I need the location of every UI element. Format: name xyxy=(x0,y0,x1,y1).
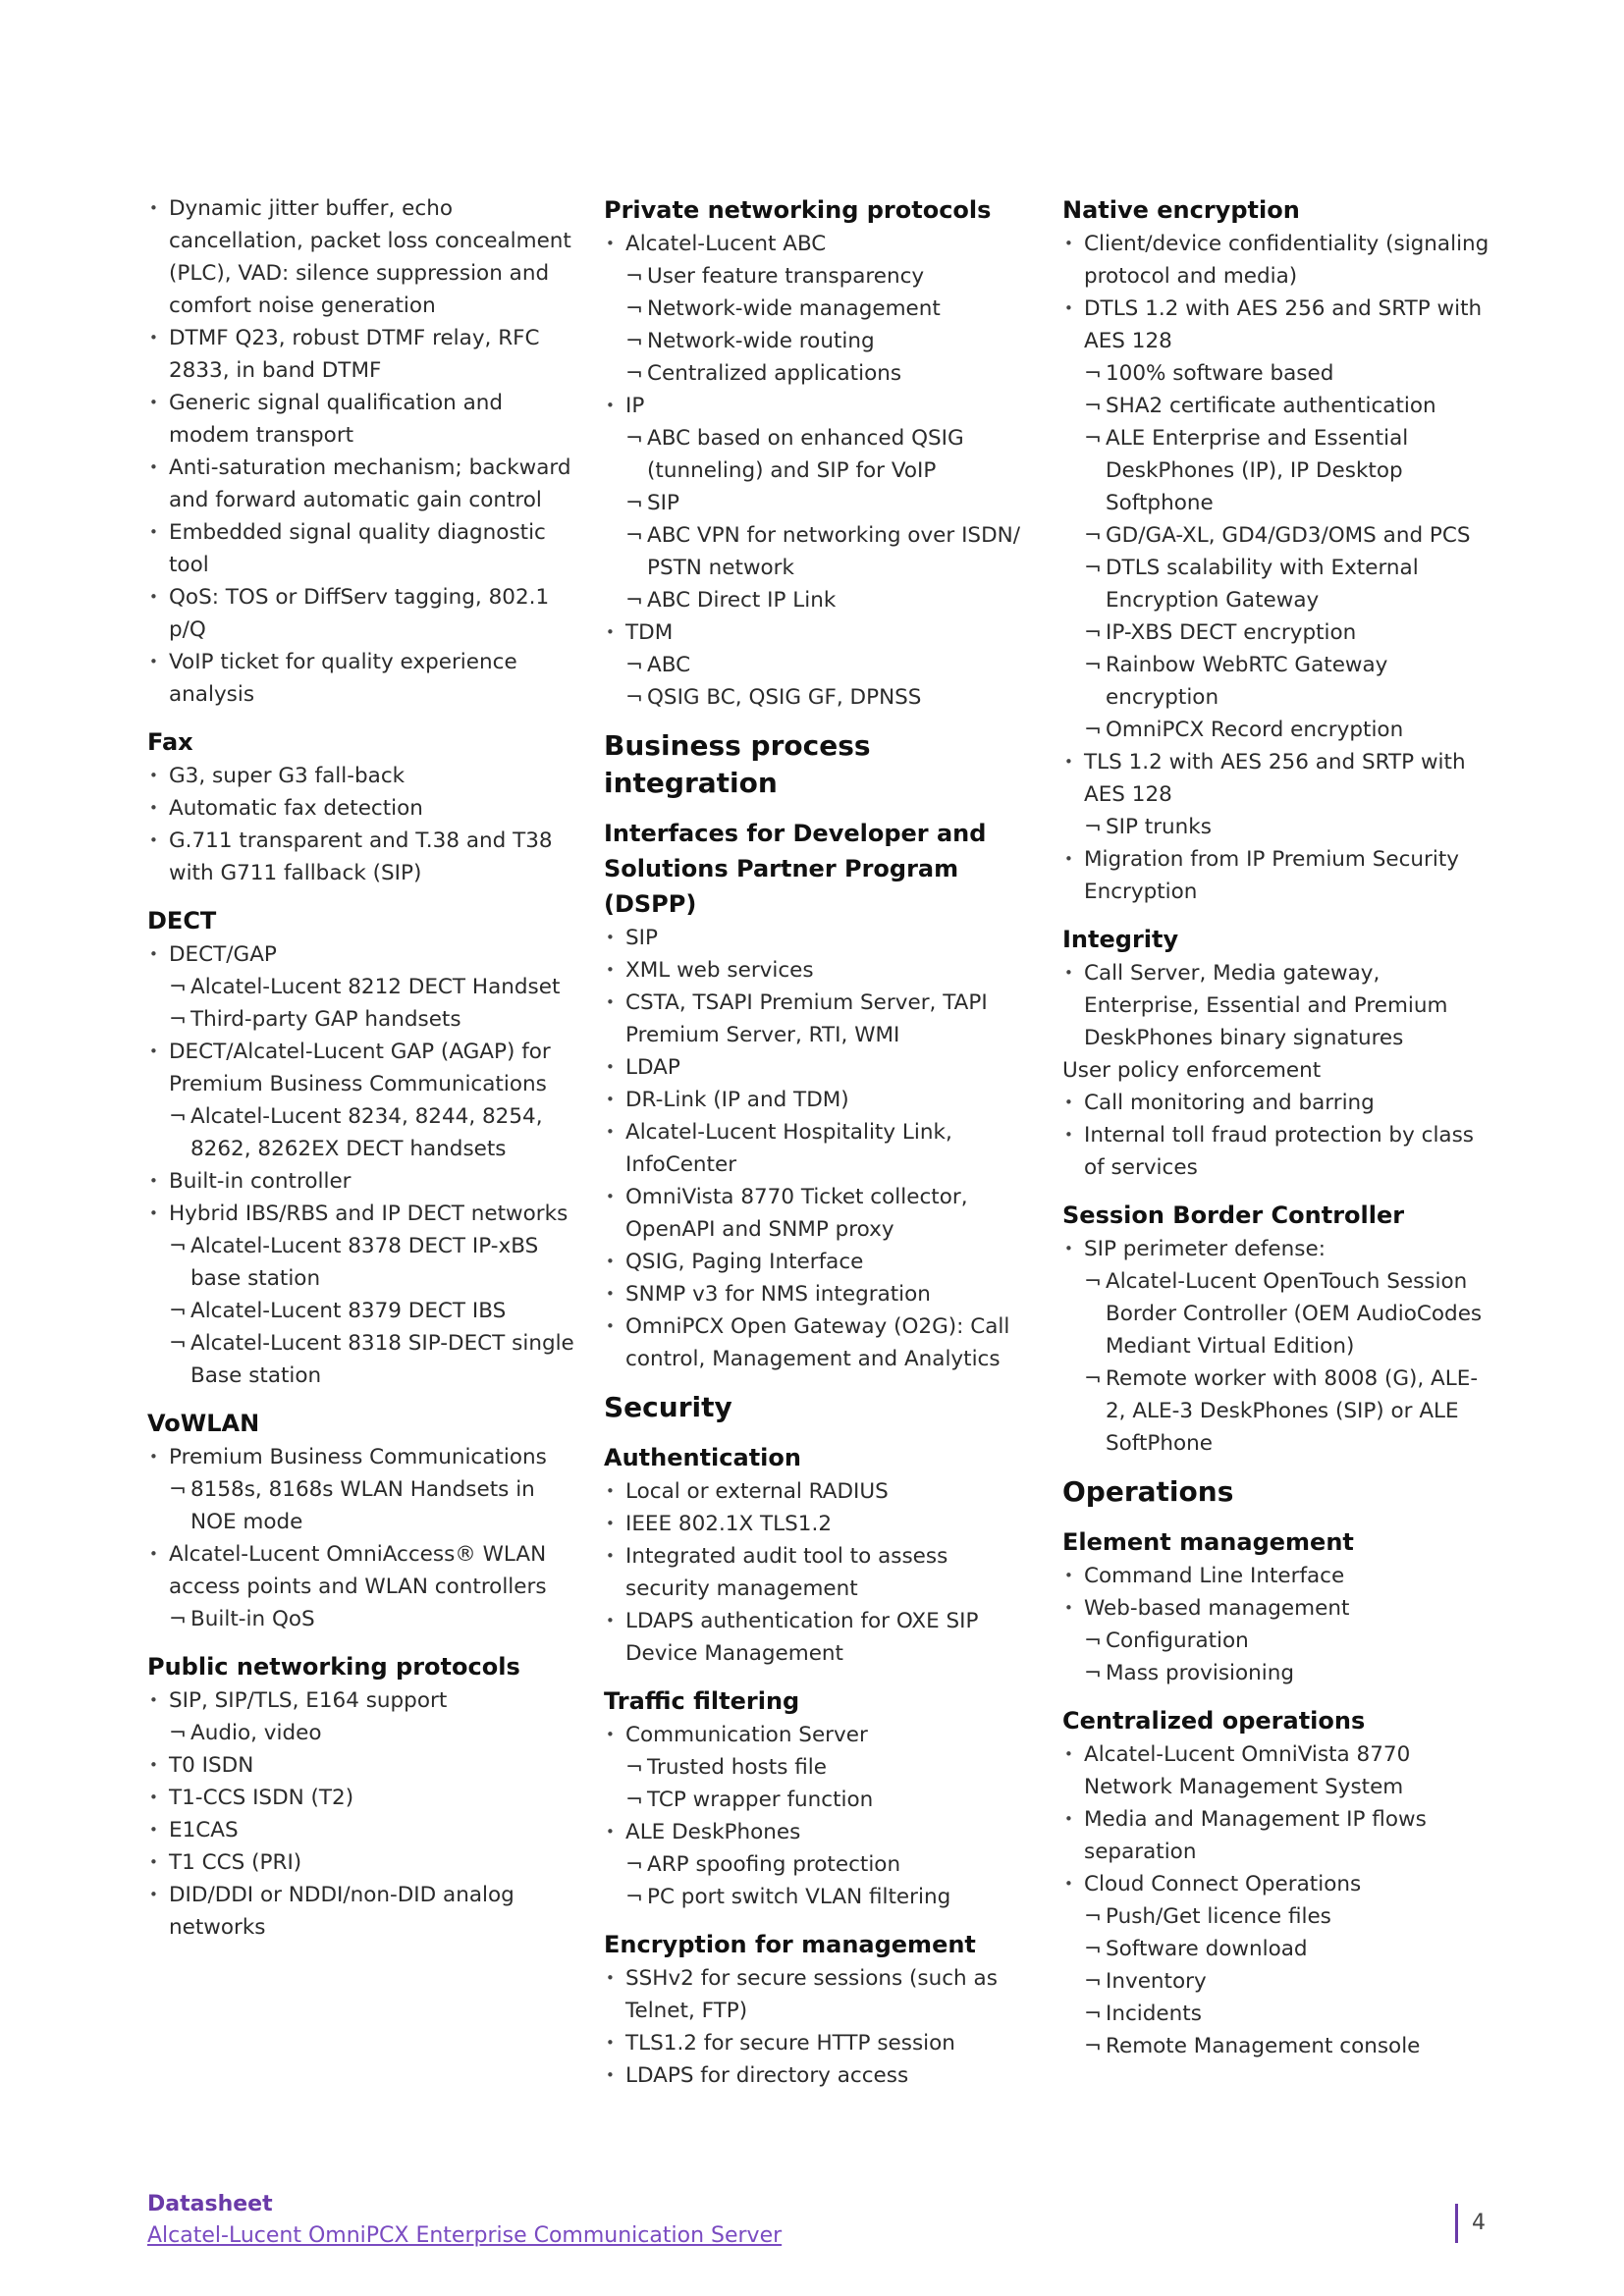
list-item xyxy=(147,1879,579,1944)
heading-public-networking-protocols: Public networking protocols xyxy=(147,1653,520,1681)
sub-list-item: ¬ TCP wrapper function xyxy=(625,1784,1036,1816)
list-item xyxy=(604,954,1036,987)
list-item xyxy=(147,1782,579,1814)
list-item-text: G.711 transparent and T.38 and T38 with G711 fallback (SIP) xyxy=(169,828,553,885)
list-item-text: G3, super G3 fall-back xyxy=(169,764,406,788)
list-item xyxy=(604,1246,1036,1278)
sub-list-item: ¬ Inventory xyxy=(1062,1965,1494,1998)
list-item-text: Migration from IP Premium Security Encryption xyxy=(1084,847,1460,904)
list-item xyxy=(1062,228,1494,293)
list-item xyxy=(1062,1803,1494,1868)
list-item xyxy=(147,387,579,452)
list-item-text: CSTA, TSAPI Premium Server, TAPI Premium Server, RTI, WMI xyxy=(625,990,988,1047)
heading-encryption-for-management: Encryption for management xyxy=(604,1931,976,1958)
list-item-text: Cloud Connect Operations xyxy=(1084,1872,1362,1896)
bullet-list xyxy=(147,1684,579,1944)
sub-list xyxy=(1084,1625,1494,1689)
sub-list-item: ¬ 100% software based xyxy=(1084,357,1494,390)
sub-list-item: ¬ Alcatel-Lucent 8378 DECT IP-xBS base station xyxy=(169,1230,579,1295)
heading-authentication: Authentication xyxy=(604,1444,801,1471)
list-item xyxy=(147,938,579,1036)
list-item-text: DR-Link (IP and TDM) xyxy=(625,1088,849,1112)
list-item xyxy=(604,228,1036,390)
bullet-list xyxy=(604,1719,1036,1913)
sub-list xyxy=(169,1473,579,1538)
list-item xyxy=(147,192,579,322)
sub-list-item: ¬ PC port switch VLAN filtering xyxy=(625,1881,1036,1913)
list-item xyxy=(147,1441,579,1538)
sub-list-item: ¬ ABC xyxy=(625,649,1036,681)
list-item-text: LDAPS authentication for OXE SIP Device Management xyxy=(625,1609,979,1666)
list-item-text: Command Line Interface xyxy=(1084,1564,1345,1588)
list-item-text: DTMF Q23, robust DTMF relay, RFC 2833, in band DTMF xyxy=(169,326,540,383)
heading-security: Security xyxy=(604,1391,732,1423)
sub-list xyxy=(1084,357,1494,746)
sub-list-item: ¬ Alcatel-Lucent OpenTouch Session Border Controller (OEM AudioCodes Mediant Virtual Edition) xyxy=(1084,1265,1494,1362)
sub-list-item: ¬ Third-party GAP handsets xyxy=(169,1003,579,1036)
heading-vowlan: VoWLAN xyxy=(147,1410,260,1437)
sub-list-item: ¬ Alcatel-Lucent 8212 DECT Handset xyxy=(169,971,579,1003)
list-item-text: IP xyxy=(625,394,645,418)
sub-list-item: ¬ OmniPCX Record encryption xyxy=(1084,714,1494,746)
list-item xyxy=(147,516,579,581)
list-item xyxy=(604,1816,1036,1913)
list-item-text: XML web services xyxy=(625,958,814,983)
bullet-list xyxy=(147,938,579,1392)
list-item xyxy=(147,792,579,825)
list-item xyxy=(604,1508,1036,1540)
sub-list xyxy=(625,422,1036,584)
sub-list-item: ¬ ABC based on enhanced QSIG (tunneling) and SIP for VoIP xyxy=(625,422,1036,487)
list-item-text: Local or external RADIUS xyxy=(625,1479,889,1504)
list-item-text: T1-CCS ISDN (T2) xyxy=(169,1786,354,1810)
list-item-text: DID/DDI or NDDI/non-DID analog networks xyxy=(169,1883,514,1940)
footer xyxy=(147,2189,782,2252)
list-item-text: SNMP v3 for NMS integration xyxy=(625,1282,931,1307)
list-item-text: Media and Management IP flows separation xyxy=(1084,1807,1427,1864)
sub-list-item: ¬ Trusted hosts file xyxy=(625,1751,1036,1784)
bullet-list xyxy=(1062,1233,1494,1362)
list-item-text: VoIP ticket for quality experience analysis xyxy=(169,650,517,707)
list-item-text: ALE DeskPhones xyxy=(625,1820,801,1844)
list-item xyxy=(1062,1592,1494,1689)
sub-list-item: ¬ 8158s, 8168s WLAN Handsets in NOE mode xyxy=(169,1473,579,1538)
list-item xyxy=(1062,293,1494,746)
list-item-text: Built-in controller xyxy=(169,1169,352,1194)
sub-list xyxy=(604,584,1036,616)
list-item xyxy=(1062,1560,1494,1592)
list-item xyxy=(1062,1868,1494,1900)
sub-list-item: ¬ SIP trunks xyxy=(1084,811,1494,843)
column-3 xyxy=(1062,192,1494,2062)
list-item-text: DTLS 1.2 with AES 256 and SRTP with AES 128 xyxy=(1084,296,1483,353)
list-item xyxy=(604,1278,1036,1310)
list-item-text: Communication Server xyxy=(625,1723,868,1747)
sub-list-item: ¬ User feature transparency xyxy=(625,260,1036,293)
list-item-text: Generic signal qualification and modem transport xyxy=(169,391,504,448)
sub-list-item: ¬ Remote worker with 8008 (G), ALE-2, ALE-3 DeskPhones (SIP) or ALE SoftPhone xyxy=(1062,1362,1494,1460)
list-item-text: Integrated audit tool to assess security management xyxy=(625,1544,948,1601)
sub-list xyxy=(169,1100,579,1165)
list-item-text: QSIG, Paging Interface xyxy=(625,1250,864,1274)
list-item-text: Alcatel-Lucent OmniVista 8770 Network Management System xyxy=(1084,1742,1411,1799)
list-item-text: TDM xyxy=(625,620,674,645)
list-item xyxy=(604,1310,1036,1375)
list-item xyxy=(1062,1119,1494,1184)
heading-operations: Operations xyxy=(1062,1475,1234,1508)
list-item-text: SIP perimeter defense: xyxy=(1084,1237,1326,1261)
sub-list-item: ¬ Network-wide routing xyxy=(625,325,1036,357)
sub-list-item: ¬ Remote Management console xyxy=(1062,2030,1494,2062)
sub-list-item: ¬ Centralized applications xyxy=(625,357,1036,390)
heading-interfaces-for-developer-and-solutions-p: Interfaces for Developer and Solutions Partner Program (DSPP) xyxy=(604,820,987,918)
list-item xyxy=(604,616,1036,714)
list-item-text: T0 ISDN xyxy=(169,1753,254,1778)
heading-traffic-filtering: Traffic filtering xyxy=(604,1687,800,1715)
list-item xyxy=(604,922,1036,954)
list-item-text: Embedded signal quality diagnostic tool xyxy=(169,520,546,577)
list-item xyxy=(1062,1233,1494,1362)
sub-list-item: ¬ ABC VPN for networking over ISDN/ PSTN network xyxy=(625,519,1036,584)
list-item-text: Client/device confidentiality (signaling protocol and media) xyxy=(1084,232,1489,289)
heading-centralized-operations: Centralized operations xyxy=(1062,1707,1366,1735)
heading-element-management: Element management xyxy=(1062,1528,1354,1556)
sub-list xyxy=(1084,811,1494,843)
bullet-list xyxy=(604,616,1036,714)
list-item xyxy=(1062,957,1494,1054)
list-item xyxy=(147,646,579,711)
bullet-list xyxy=(604,922,1036,1375)
list-item xyxy=(604,1475,1036,1508)
heading-dect: DECT xyxy=(147,907,217,934)
list-item-text: TLS 1.2 with AES 256 and SRTP with AES 128 xyxy=(1084,750,1466,807)
heading-business-process-integration: Business process integration xyxy=(604,729,871,799)
list-item xyxy=(1062,1738,1494,1803)
sub-list xyxy=(169,1603,579,1635)
list-item xyxy=(604,390,1036,584)
sub-list-item: ¬ Rainbow WebRTC Gateway encryption xyxy=(1084,649,1494,714)
list-item-text: Call monitoring and barring xyxy=(1084,1091,1375,1115)
sub-list-item: ¬ GD/GA-XL, GD4/GD3/OMS and PCS xyxy=(1084,519,1494,552)
sub-list-item: ¬ QSIG BC, QSIG GF, DPNSS xyxy=(625,681,1036,714)
sub-list xyxy=(625,649,1036,714)
list-item-text: SSHv2 for secure sessions (such as Telnet, FTP) xyxy=(625,1966,998,2023)
sub-list xyxy=(625,1848,1036,1913)
list-item-text: Hybrid IBS/RBS and IP DECT networks xyxy=(169,1201,568,1226)
bullet-list xyxy=(147,760,579,889)
footer-product-link[interactable]: Alcatel-Lucent OmniPCX Enterprise Communication Server xyxy=(147,2223,783,2248)
list-item-text: QoS: TOS or DiffServ tagging, 802.1 p/Q xyxy=(169,585,550,642)
bullet-list xyxy=(604,1475,1036,1670)
sub-list-item: ¬ Mass provisioning xyxy=(1084,1657,1494,1689)
sub-list-item: ¬ Configuration xyxy=(1084,1625,1494,1657)
list-item xyxy=(147,322,579,387)
list-item xyxy=(604,2059,1036,2092)
list-item xyxy=(1062,746,1494,843)
list-item xyxy=(604,1605,1036,1670)
list-item-text: DECT/GAP xyxy=(169,942,277,967)
footer-doc-type: Datasheet xyxy=(147,2192,273,2216)
list-item xyxy=(147,1036,579,1165)
sub-list-item: ¬ Software download xyxy=(1062,1933,1494,1965)
page-number: 4 xyxy=(1455,2204,1486,2243)
list-item-text: SIP, SIP/TLS, E164 support xyxy=(169,1688,448,1713)
list-item-text: OmniVista 8770 Ticket collector, OpenAPI and SNMP proxy xyxy=(625,1185,968,1242)
heading-private-networking-protocols: Private networking protocols xyxy=(604,196,992,224)
sub-list xyxy=(169,1230,579,1392)
list-item xyxy=(147,825,579,889)
bullet-list xyxy=(147,1441,579,1635)
sub-list xyxy=(1084,1265,1494,1362)
list-item xyxy=(147,452,579,516)
list-item-text: Alcatel-Lucent OmniAccess® WLAN access points and WLAN controllers xyxy=(169,1542,547,1599)
list-item xyxy=(1062,843,1494,908)
list-item xyxy=(604,1084,1036,1116)
list-item-text: Alcatel-Lucent ABC xyxy=(625,232,827,256)
column-2 xyxy=(604,192,1036,2092)
list-item-text: LDAPS for directory access xyxy=(625,2063,909,2088)
sub-list xyxy=(625,260,1036,390)
sub-list-item: ¬ SHA2 certificate authentication xyxy=(1084,390,1494,422)
list-item xyxy=(147,581,579,646)
sub-list xyxy=(625,1751,1036,1816)
list-item-text: E1CAS xyxy=(169,1818,239,1842)
list-item-text: Dynamic jitter buffer, echo cancellation, packet loss concealment (PLC), VAD: silence suppression and comfort noise generation xyxy=(169,196,571,318)
list-item xyxy=(604,1962,1036,2027)
list-item xyxy=(1062,1087,1494,1119)
bullet-list xyxy=(1062,1087,1494,1184)
list-item xyxy=(147,1198,579,1392)
list-item-text: Alcatel-Lucent Hospitality Link, InfoCenter xyxy=(625,1120,952,1177)
list-item-text: SIP xyxy=(625,926,658,950)
sub-list-item: ¬ Push/Get licence files xyxy=(1062,1900,1494,1933)
sub-list-item: ¬ ARP spoofing protection xyxy=(625,1848,1036,1881)
list-item-text: Premium Business Communications xyxy=(169,1445,547,1469)
sub-list-item: ¬ SIP xyxy=(625,487,1036,519)
list-item xyxy=(147,1684,579,1749)
list-item xyxy=(147,1814,579,1846)
sub-list xyxy=(169,1717,579,1749)
list-item-text: DECT/Alcatel-Lucent GAP (AGAP) for Premium Business Communications xyxy=(169,1040,551,1096)
list-item xyxy=(604,1181,1036,1246)
list-item-text: OmniPCX Open Gateway (O2G): Call control, Management and Analytics xyxy=(625,1314,1010,1371)
sub-list-item: ¬ ABC Direct IP Link xyxy=(604,584,1036,616)
list-item-text: TLS1.2 for secure HTTP session xyxy=(625,2031,955,2056)
bullet-list xyxy=(1062,228,1494,908)
sub-list-item: ¬ Audio, video xyxy=(169,1717,579,1749)
sub-list xyxy=(1062,1362,1494,1460)
sub-list-item: ¬ Alcatel-Lucent 8234, 8244, 8254, 8262, 8262EX DECT handsets xyxy=(169,1100,579,1165)
list-item-text: Anti-saturation mechanism; backward and forward automatic gain control xyxy=(169,455,571,512)
paragraph-user-policy-enforcement: User policy enforcement xyxy=(1062,1058,1322,1083)
heading-fax: Fax xyxy=(147,728,193,756)
bullet-list xyxy=(147,192,579,711)
list-item-text: IEEE 802.1X TLS1.2 xyxy=(625,1512,832,1536)
bullet-list xyxy=(1062,1560,1494,1689)
sub-list xyxy=(169,971,579,1036)
sub-list-item: ¬ Built-in QoS xyxy=(169,1603,579,1635)
list-item xyxy=(147,1165,579,1198)
heading-integrity: Integrity xyxy=(1062,926,1179,953)
list-item xyxy=(604,2027,1036,2059)
list-item xyxy=(604,1116,1036,1181)
list-item xyxy=(147,1846,579,1879)
sub-list-item: ¬ Alcatel-Lucent 8318 SIP-DECT single Base station xyxy=(169,1327,579,1392)
list-item xyxy=(147,760,579,792)
sub-list-item: ¬ Network-wide management xyxy=(625,293,1036,325)
list-item-text: LDAP xyxy=(625,1055,680,1080)
heading-session-border-controller: Session Border Controller xyxy=(1062,1201,1405,1229)
list-item-text: T1 CCS (PRI) xyxy=(169,1850,302,1875)
sub-list xyxy=(1062,1900,1494,2062)
bullet-list xyxy=(1062,957,1494,1054)
sub-list-item: ¬ DTLS scalability with External Encryption Gateway xyxy=(1084,552,1494,616)
bullet-list xyxy=(604,1962,1036,2092)
sub-list-item: ¬ ALE Enterprise and Essential DeskPhones (IP), IP Desktop Softphone xyxy=(1084,422,1494,519)
list-item xyxy=(604,1540,1036,1605)
list-item xyxy=(147,1538,579,1635)
column-1 xyxy=(147,192,579,1944)
bullet-list xyxy=(1062,1738,1494,1900)
list-item-text: Internal toll fraud protection by class of services xyxy=(1084,1123,1474,1180)
sub-list-item: ¬ Alcatel-Lucent 8379 DECT IBS xyxy=(169,1295,579,1327)
list-item-text: Call Server, Media gateway, Enterprise, Essential and Premium DeskPhones binary signatures xyxy=(1084,961,1448,1050)
list-item-text: Automatic fax detection xyxy=(169,796,423,821)
list-item xyxy=(147,1749,579,1782)
sub-list-item: ¬ Incidents xyxy=(1062,1998,1494,2030)
list-item-text: Web-based management xyxy=(1084,1596,1350,1621)
list-item xyxy=(604,1051,1036,1084)
sub-list-item: ¬ IP-XBS DECT encryption xyxy=(1084,616,1494,649)
list-item xyxy=(604,987,1036,1051)
list-item xyxy=(604,1719,1036,1816)
heading-native-encryption: Native encryption xyxy=(1062,196,1300,224)
bullet-list xyxy=(604,228,1036,584)
